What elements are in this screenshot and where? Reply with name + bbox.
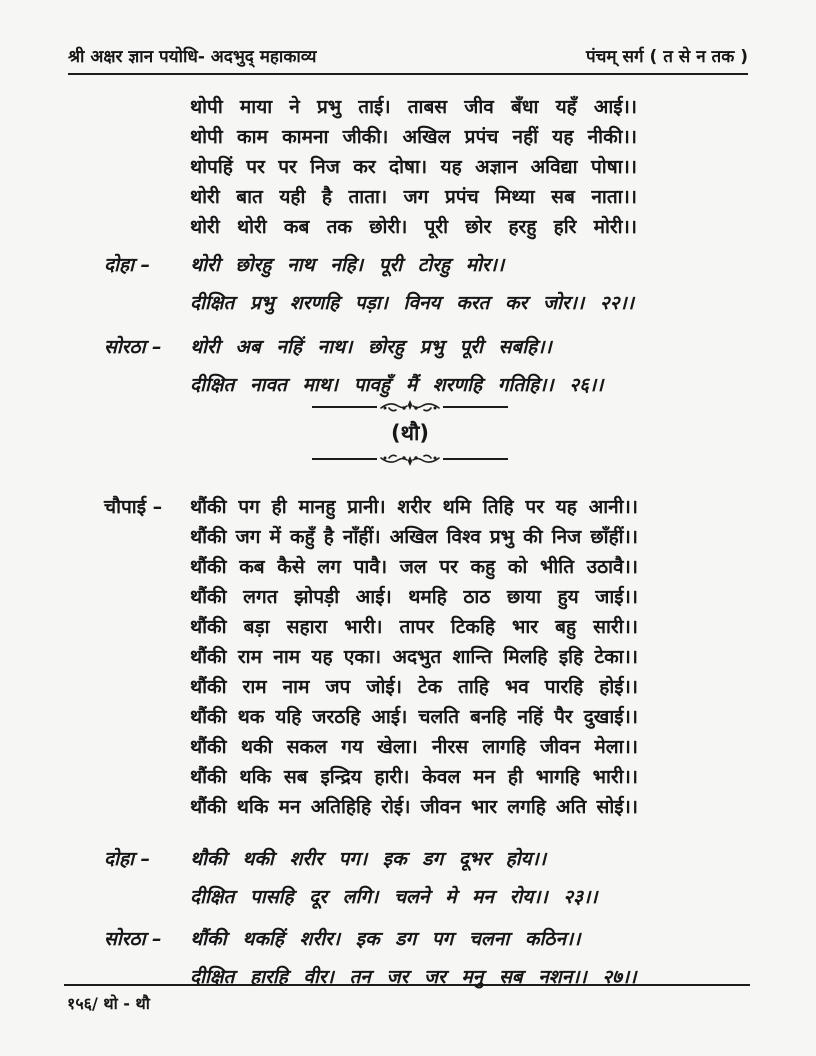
doha-block-1 — [104, 246, 634, 322]
verse-line: थोरी थोरी कब तक छोरी। पूरी छोर हरहु हरि मोरी।। — [190, 216, 637, 238]
verse-line: दीक्षित पासहि दूर लगि। चलने मे मन रोय।। २३।। — [190, 886, 598, 908]
chapter-title: पंचम् सर्ग ( त से न तक ) — [585, 47, 748, 67]
chaupai-lines — [190, 492, 638, 822]
fleuron-icon — [379, 451, 441, 467]
verse-line: थौंकी थकी सकल गय खेला। नीरस लागहि जीवन मेला।। — [190, 736, 638, 758]
section-letter-title: (थौ) — [390, 421, 430, 445]
doha-lines — [190, 246, 634, 322]
verse-line: थोपी काम कामना जीकी। अखिल प्रपंच नहीं यह नीकी।। — [190, 126, 637, 148]
verse-line: थोपी माया ने प्रभु ताई। ताबस जीव बँधा यहँ आई।। — [190, 96, 637, 118]
sortha-label: सोरठा – — [104, 336, 162, 358]
opening-verses — [190, 92, 637, 242]
fleuron-icon — [379, 399, 441, 415]
verse-line: थौंकी पग ही मानहु प्रानी। शरीर थमि तिहि पर यह आनी।। — [190, 496, 638, 518]
doha-label: दोहा – — [104, 848, 151, 870]
verse-line: थौंकी राम नाम जप जोई। टेक ताहि भव पारहि होई।। — [190, 676, 638, 698]
verse-line: थौकी थकी शरीर पग। इक डग दूभर होय।। — [190, 848, 547, 870]
footer-rule — [64, 984, 750, 986]
sortha-label: सोरठा – — [104, 928, 162, 950]
doha-lines — [190, 840, 597, 916]
page-header — [68, 44, 748, 75]
doha-block-2 — [104, 840, 597, 916]
divider-line — [443, 406, 508, 408]
doha-label: दोहा – — [104, 254, 151, 276]
verse-line: थौंकी थकि सब इन्द्रिय हारी। केवल मन ही भागहि भारी।। — [190, 766, 638, 788]
ornament-rule-top — [312, 398, 508, 416]
verse-line: थोरी छोरहु नाथ नहि। पूरी टोरहु मोर।। — [190, 254, 505, 276]
ornament-rule-bottom — [312, 450, 508, 468]
verse-line: थौंकी कब कैसे लग पावै। जल पर कहु को भीति उठावै।। — [190, 556, 638, 578]
verse-line: थोरी अब नहिं नाथ। छोरहु प्रभु पूरी सबहि।। — [190, 336, 552, 358]
book-title: श्री अक्षर ज्ञान पयोधि- अदभुद् महाकाव्य — [68, 47, 317, 67]
verse-line: थौंकी थक यहि जरठहि आई। चलति बनहि नहिं पैर दुखाई।। — [190, 706, 638, 728]
verse-line: थौंकी लगत झोपड़ी आई। थमहि ठाठ छाया हुय जाई।। — [190, 586, 638, 608]
chaupai-block — [104, 492, 638, 822]
verse-line: थौंकी बड़ा सहारा भारी। तापर टिकहि भार बहु सारी।। — [190, 616, 638, 638]
verse-line: थौंकी थकि मन अतिहिहि रोई। जीवन भार लगहि अति सोई।। — [190, 796, 638, 818]
verse-line: थौंकी थकहिं शरीर। इक डग पग चलना कठिन।। — [190, 928, 581, 950]
footer-page-label: १५६/ थो - थौ — [67, 994, 150, 1013]
chaupai-label: चौपाई – — [104, 496, 163, 518]
divider-line — [443, 458, 508, 460]
sortha-block-1 — [104, 328, 603, 404]
verse-line: थौंकी राम नाम यह एका। अदभुत शान्ति मिलहि इहि टेका।। — [190, 646, 638, 668]
verse-line: दीक्षित प्रभु शरणहि पड़ा। विनय करत कर जोर।। २२।। — [190, 292, 634, 314]
divider-line — [312, 406, 377, 408]
section-divider — [312, 398, 508, 468]
verse-line: थोरी बात यही है ताता। जग प्रपंच मिथ्या सब नाता।। — [190, 186, 637, 208]
sortha-lines — [190, 328, 603, 404]
verse-line: थोपहिं पर पर निज कर दोषा। यह अज्ञान अविद्या पोषा।। — [190, 156, 637, 178]
divider-line — [312, 458, 377, 460]
verse-line: दीक्षित नावत माथ। पावहुँ मैं शरणहि गतिहि।। २६।। — [190, 374, 604, 396]
verse-line: थौंकी जग में कहुँ है नाँहीं। अखिल विश्व प्रभु की निज छाँहीं।। — [190, 526, 638, 548]
verse-line: दीक्षित हारहि वीर। तन जर जर मनु सब नशन।। २७।। — [190, 966, 637, 988]
